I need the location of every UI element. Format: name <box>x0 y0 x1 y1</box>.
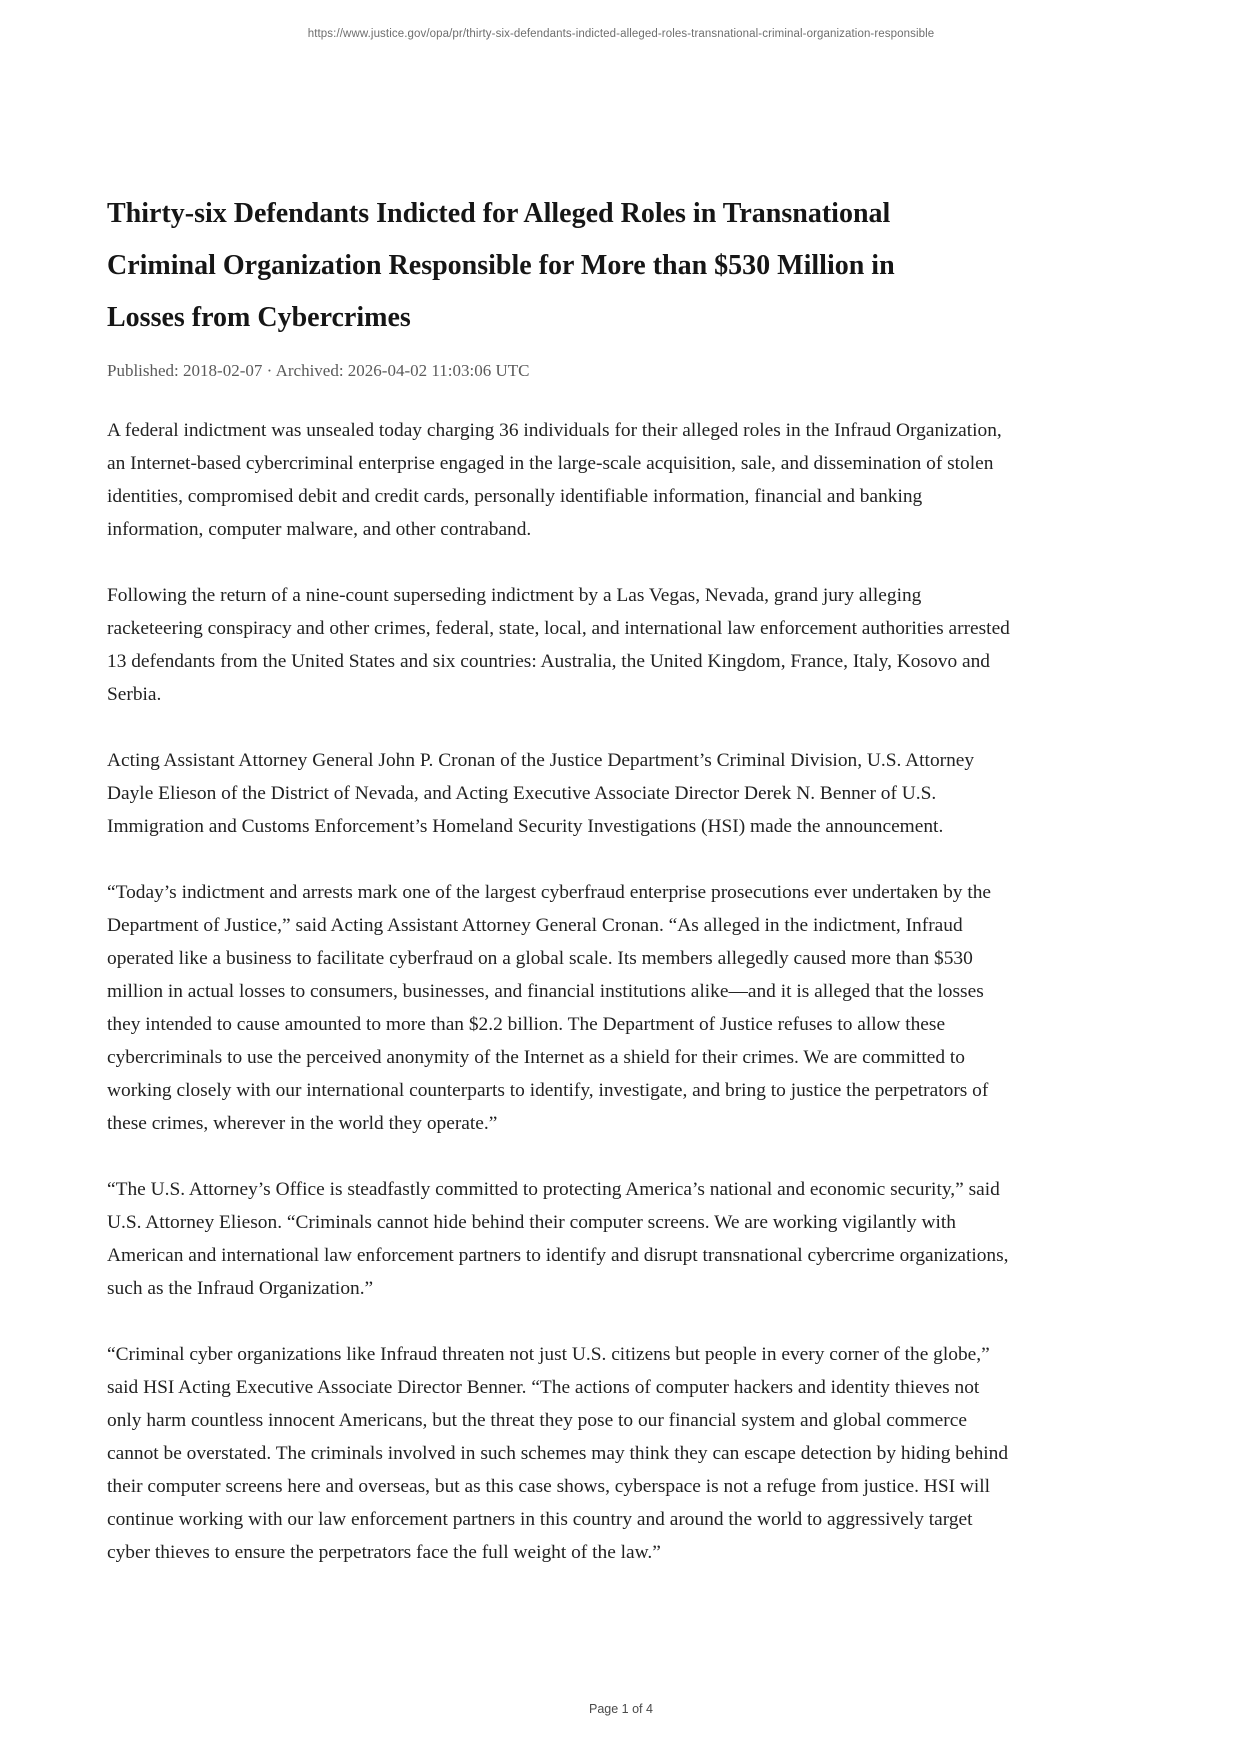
paragraph-cronan-quote: “Today’s indictment and arrests mark one of the largest cyberfraud enterprise prosecutions ever undertaken by the Department of Justice,” said Acting Assistant Attorney General Cronan. “As alleged in the indictment, Infraud operated like a business to facilitate cyberfraud on a global scale. Its members allegedly caused more than $530 million in actual losses to consumers, businesses, and financial institutions alike—and it is alleged that the losses they intended to cause amounted to more than $2.2 billion. The Department of Justice refuses to allow these cybercriminals to use the perceived anonymity of the Internet as a shield for their crimes. We are committed to working closely with our international counterparts to identify, investigate, and bring to justice the perpetrators of these crimes, wherever in the world they operate.” <box>107 882 992 1134</box>
article-title <box>107 188 1012 344</box>
paragraph-indictment-return: Following the return of a nine-count superseding indictment by a Las Vegas, Nevada, grand jury alleging racketeering conspiracy and other crimes, federal, state, local, and international law enforcement authorities arrested 13 defendants from the United States and six countries: Australia, the United Kingdom, France, Italy, Kosovo and Serbia. <box>107 585 1010 705</box>
page-number-footer: Page 1 of 4 <box>589 1702 653 1716</box>
article-title-line-2: Criminal Organization Responsible for More than $530 Million in <box>107 250 895 281</box>
article-title-line-1: Thirty-six Defendants Indicted for Alleged Roles in Transnational <box>107 198 891 229</box>
article-content <box>107 188 1012 1602</box>
paragraph-announcement-officials: Acting Assistant Attorney General John P. Cronan of the Justice Department’s Criminal Division, U.S. Attorney Dayle Elieson of the District of Nevada, and Acting Executive Associate Director Derek N. Benner of U.S. Immigration and Customs Enforcement’s Homeland Security Investigations (HSI) made the announcement. <box>107 750 975 837</box>
published-archived-meta: Published: 2018-02-07 · Archived: 2026-04-02 11:03:06 UTC <box>107 361 530 380</box>
page-header-url: https://www.justice.gov/opa/pr/thirty-six-defendants-indicted-alleged-roles-transnational-criminal-organization-responsible <box>307 28 935 40</box>
paragraph-intro: A federal indictment was unsealed today charging 36 individuals for their alleged roles in the Infraud Organization, an Internet-based cybercriminal enterprise engaged in the large-scale acquisition, sale, and dissemination of stolen identities, compromised debit and credit cards, personally identifiable information, financial and banking information, computer malware, and other contraband. <box>107 420 1002 540</box>
paragraph-benner-quote: “Criminal cyber organizations like Infraud threaten not just U.S. citizens but people in every corner of the globe,” said HSI Acting Executive Associate Director Benner. “The actions of computer hackers and identity thieves not only harm countless innocent Americans, but the threat they pose to our financial system and global commerce cannot be overstated. The criminals involved in such schemes may think they can escape detection by hiding behind their computer screens here and overseas, but as this case shows, cyberspace is not a refuge from justice. HSI will continue working with our law enforcement partners in this country and around the world to aggressively target cyber thieves to ensure the perpetrators face the full weight of the law.” <box>107 1344 1009 1563</box>
article-title-line-3: Losses from Cybercrimes <box>107 302 411 333</box>
paragraph-elieson-quote: “The U.S. Attorney’s Office is steadfastly committed to protecting America’s national and economic security,” said U.S. Attorney Elieson. “Criminals cannot hide behind their computer screens. We are working vigilantly with American and international law enforcement partners to identify and disrupt transnational cybercrime organizations, such as the Infraud Organization.” <box>107 1179 1009 1299</box>
